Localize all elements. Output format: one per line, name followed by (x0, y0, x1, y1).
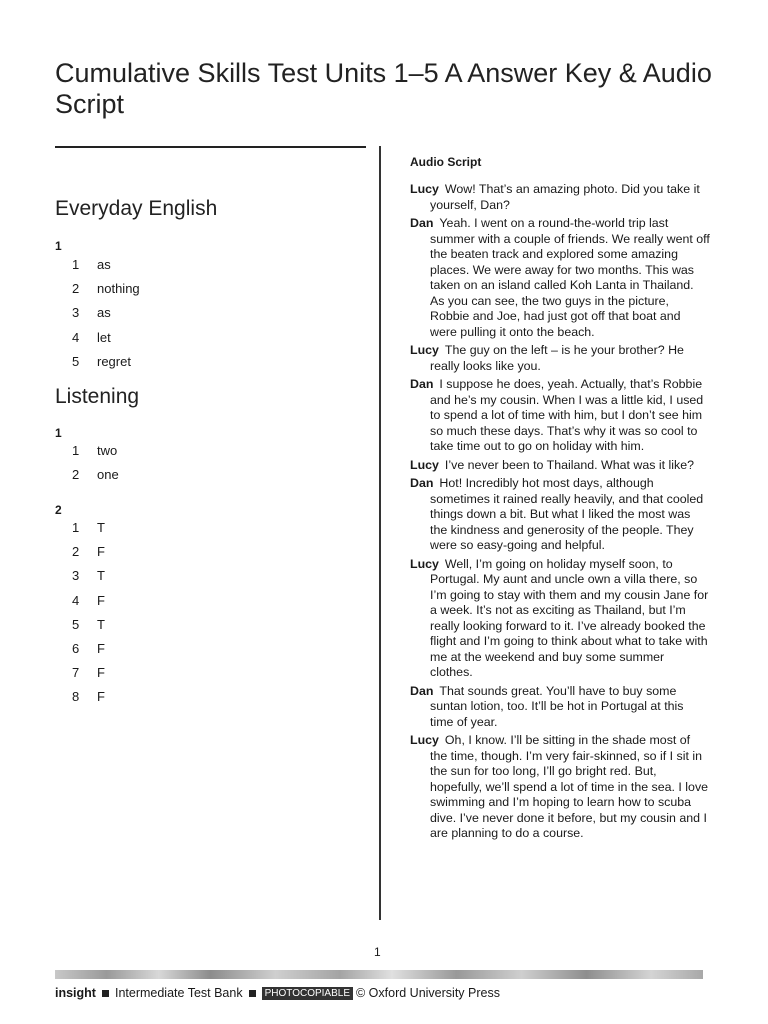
answer-text: F (97, 544, 105, 560)
dialogue-turn (410, 182, 710, 213)
answer-number: 7 (72, 665, 80, 681)
footer-publisher: © Oxford University Press (356, 986, 500, 1000)
spoken-text: Hot! Incredibly hot most days, although sometimes it rained really heavily, and that cooled things down a bit. But what I liked the most was the kindness and generosity of the people. They were so easy-going and helpful. (430, 476, 704, 552)
spoken-text: Yeah. I went on a round-the-world trip last summer with a couple of friends. We really went off the beaten track and explored some amazing places. We were away for two months. This was taken on an island called Koh Lanta in Thailand. As you can see, the two guys in the picture, Robbie and Joe, had just got off that boat and were pulling it onto the beach. (430, 216, 710, 339)
answer-number: 3 (72, 568, 80, 584)
footer-brand: insight (55, 986, 96, 1000)
answer-text: let (97, 329, 111, 345)
footer-image-band (55, 970, 703, 979)
spoken-text: That sounds great. You’ll have to buy some suntan lotion, too. It’ll be hot in Portugal at this time of year. (430, 683, 684, 729)
answer-text: two (97, 443, 118, 458)
answer-text: F (97, 665, 105, 681)
section-title-everyday-english: Everyday English (55, 197, 218, 220)
spoken-text: Well, I’m going on holiday myself soon, to Portugal. My aunt and uncle own a villa there, so I’m going to stay with them and my cousin Jane for a week. It’s not as exciting as Thailand, but I’m really looking forward to it. I’ve already booked the flight and I’m going to think about what to take with me at the weekend and buy some summer clothes. (430, 556, 709, 679)
dialogue (410, 182, 710, 842)
answer-text: one (97, 467, 119, 483)
answer-text: F (97, 641, 105, 656)
dialogue-turn (410, 733, 710, 842)
footer (55, 986, 500, 1000)
answer-number: 4 (72, 329, 80, 345)
photocopiable-badge: PHOTOCOPIABLE (262, 987, 353, 1000)
spoken-text: The guy on the left – is he your brother? He really looks like you. (430, 343, 684, 373)
spoken-text: Oh, I know. I’ll be sitting in the shade most of the time, though. I’m very fair-skinned, so if I sit in the sun for too long, I’ll go bright red. But, hopefully, we’ll spend a lot of time in the sea. I love swimming and I’m hoping to learn how to scuba dive. I’ve never done it before, but my cousin and I are planning to do a course. (430, 733, 709, 840)
speaker-name: Dan (410, 377, 434, 391)
speaker-name: Lucy (410, 182, 439, 196)
speaker-name: Dan (410, 683, 434, 698)
footer-product: Intermediate Test Bank (114, 986, 243, 1000)
speaker-name: Lucy (410, 733, 439, 747)
answer-number: 2 (72, 281, 80, 297)
answer-number: 6 (72, 641, 80, 656)
answer-text: F (97, 592, 105, 608)
answer-number: 8 (72, 689, 80, 705)
speaker-name: Lucy (410, 343, 439, 357)
speaker-name: Dan (410, 216, 434, 230)
speaker-name: Lucy (410, 556, 439, 571)
audio-script-column (410, 155, 710, 845)
answer-text: nothing (97, 281, 140, 297)
column-divider (379, 146, 381, 920)
audio-script-heading: Audio Script (410, 155, 482, 169)
speaker-name: Lucy (410, 457, 439, 472)
dialogue-turn (410, 377, 710, 455)
page-title: Cumulative Skills Test Units 1–5 A Answer Key & Audio Script (55, 58, 712, 119)
question-number: 2 (55, 503, 62, 517)
answer-number: 2 (72, 467, 80, 483)
answer-text: T (97, 568, 105, 584)
answer-text: as (97, 305, 111, 321)
dialogue-turn (410, 557, 710, 681)
spoken-text: I suppose he does, yeah. Actually, that’s Robbie and he’s my cousin. When I was a little kid, I used to spend a lot of time with him, but I don’t see him so much these days. That’s why it was so cool to take time out to go on holiday with him. (430, 377, 704, 453)
page-number: 1 (374, 945, 381, 959)
answer-text: F (97, 689, 105, 705)
answer-number: 1 (72, 257, 80, 272)
answer-number: 5 (72, 616, 80, 632)
question-number: 1 (55, 426, 62, 440)
answer-number: 5 (72, 353, 80, 369)
answer-number: 1 (72, 443, 80, 458)
section-title-listening: Listening (55, 385, 140, 408)
square-bullet-icon (249, 990, 256, 997)
dialogue-turn (410, 216, 710, 340)
dialogue-turn (410, 684, 710, 731)
answer-number: 3 (72, 305, 80, 321)
title-rule (55, 146, 366, 148)
answer-number: 2 (72, 544, 80, 560)
dialogue-turn (410, 458, 710, 474)
question-number: 1 (55, 239, 62, 253)
dialogue-turn (410, 476, 710, 554)
speaker-name: Dan (410, 476, 434, 490)
answer-text: regret (97, 353, 131, 369)
dialogue-turn (410, 343, 710, 374)
answer-number: 1 (72, 520, 80, 535)
answer-number: 4 (72, 592, 80, 608)
spoken-text: Wow! That’s an amazing photo. Did you take it yourself, Dan? (430, 182, 700, 212)
spoken-text: I’ve never been to Thailand. What was it like? (444, 457, 695, 472)
answer-text: as (97, 257, 111, 272)
square-bullet-icon (102, 990, 109, 997)
answer-text: T (97, 616, 105, 632)
answer-text: T (97, 520, 105, 535)
